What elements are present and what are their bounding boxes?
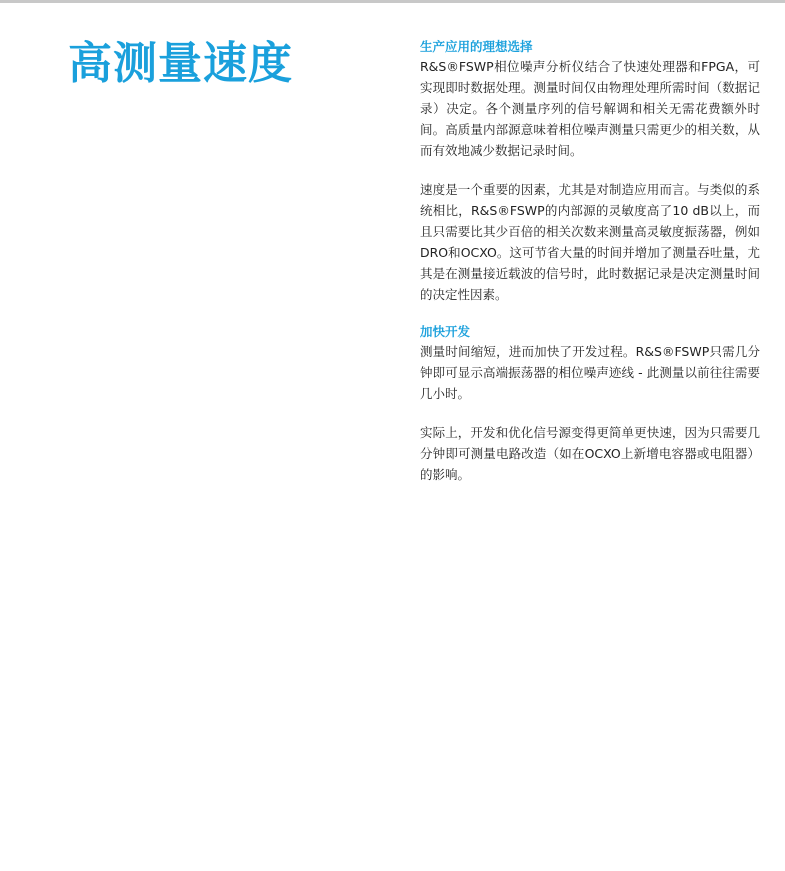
section-heading-development: 加快开发 bbox=[420, 324, 471, 339]
text-column bbox=[420, 38, 760, 485]
paragraph-production-1: R&S®FSWP相位噪声分析仪结合了快速处理器和FPGA，可实现即时数据处理。测量时间仅由物理处理所需时间（数据记录）决定。各个测量序列的信号解调和相关无需花费额外时间。高质量内部源意味着相位噪声测量只需更少的相关数，从而有效地减少数据记录时间。 bbox=[420, 59, 760, 158]
top-rule bbox=[0, 0, 785, 3]
page-title: 高测量速度 bbox=[68, 38, 293, 89]
paragraph-development-2: 实际上，开发和优化信号源变得更简单更快速，因为只需要几分钟即可测量电路改造（如在OCXO上新增电容器或电阻器）的影响。 bbox=[420, 425, 760, 482]
paragraph-development-1: 测量时间缩短，进而加快了开发过程。R&S®FSWP只需几分钟即可显示高端振荡器的相位噪声迹线 - 此测量以前往往需要几小时。 bbox=[420, 344, 760, 401]
paragraph-production-2: 速度是一个重要的因素，尤其是对制造应用而言。与类似的系统相比，R&S®FSWP的内部源的灵敏度高了10 dB以上，而且只需要比其少百倍的相关次数来测量高灵敏度振荡器，例如DRO和OCXO。这可节省大量的时间并增加了测量吞吐量，尤其是在测量接近载波的信号时，此时数据记录是决定测量时间的决定性因素。 bbox=[420, 182, 760, 302]
section-heading-production: 生产应用的理想选择 bbox=[420, 39, 533, 54]
